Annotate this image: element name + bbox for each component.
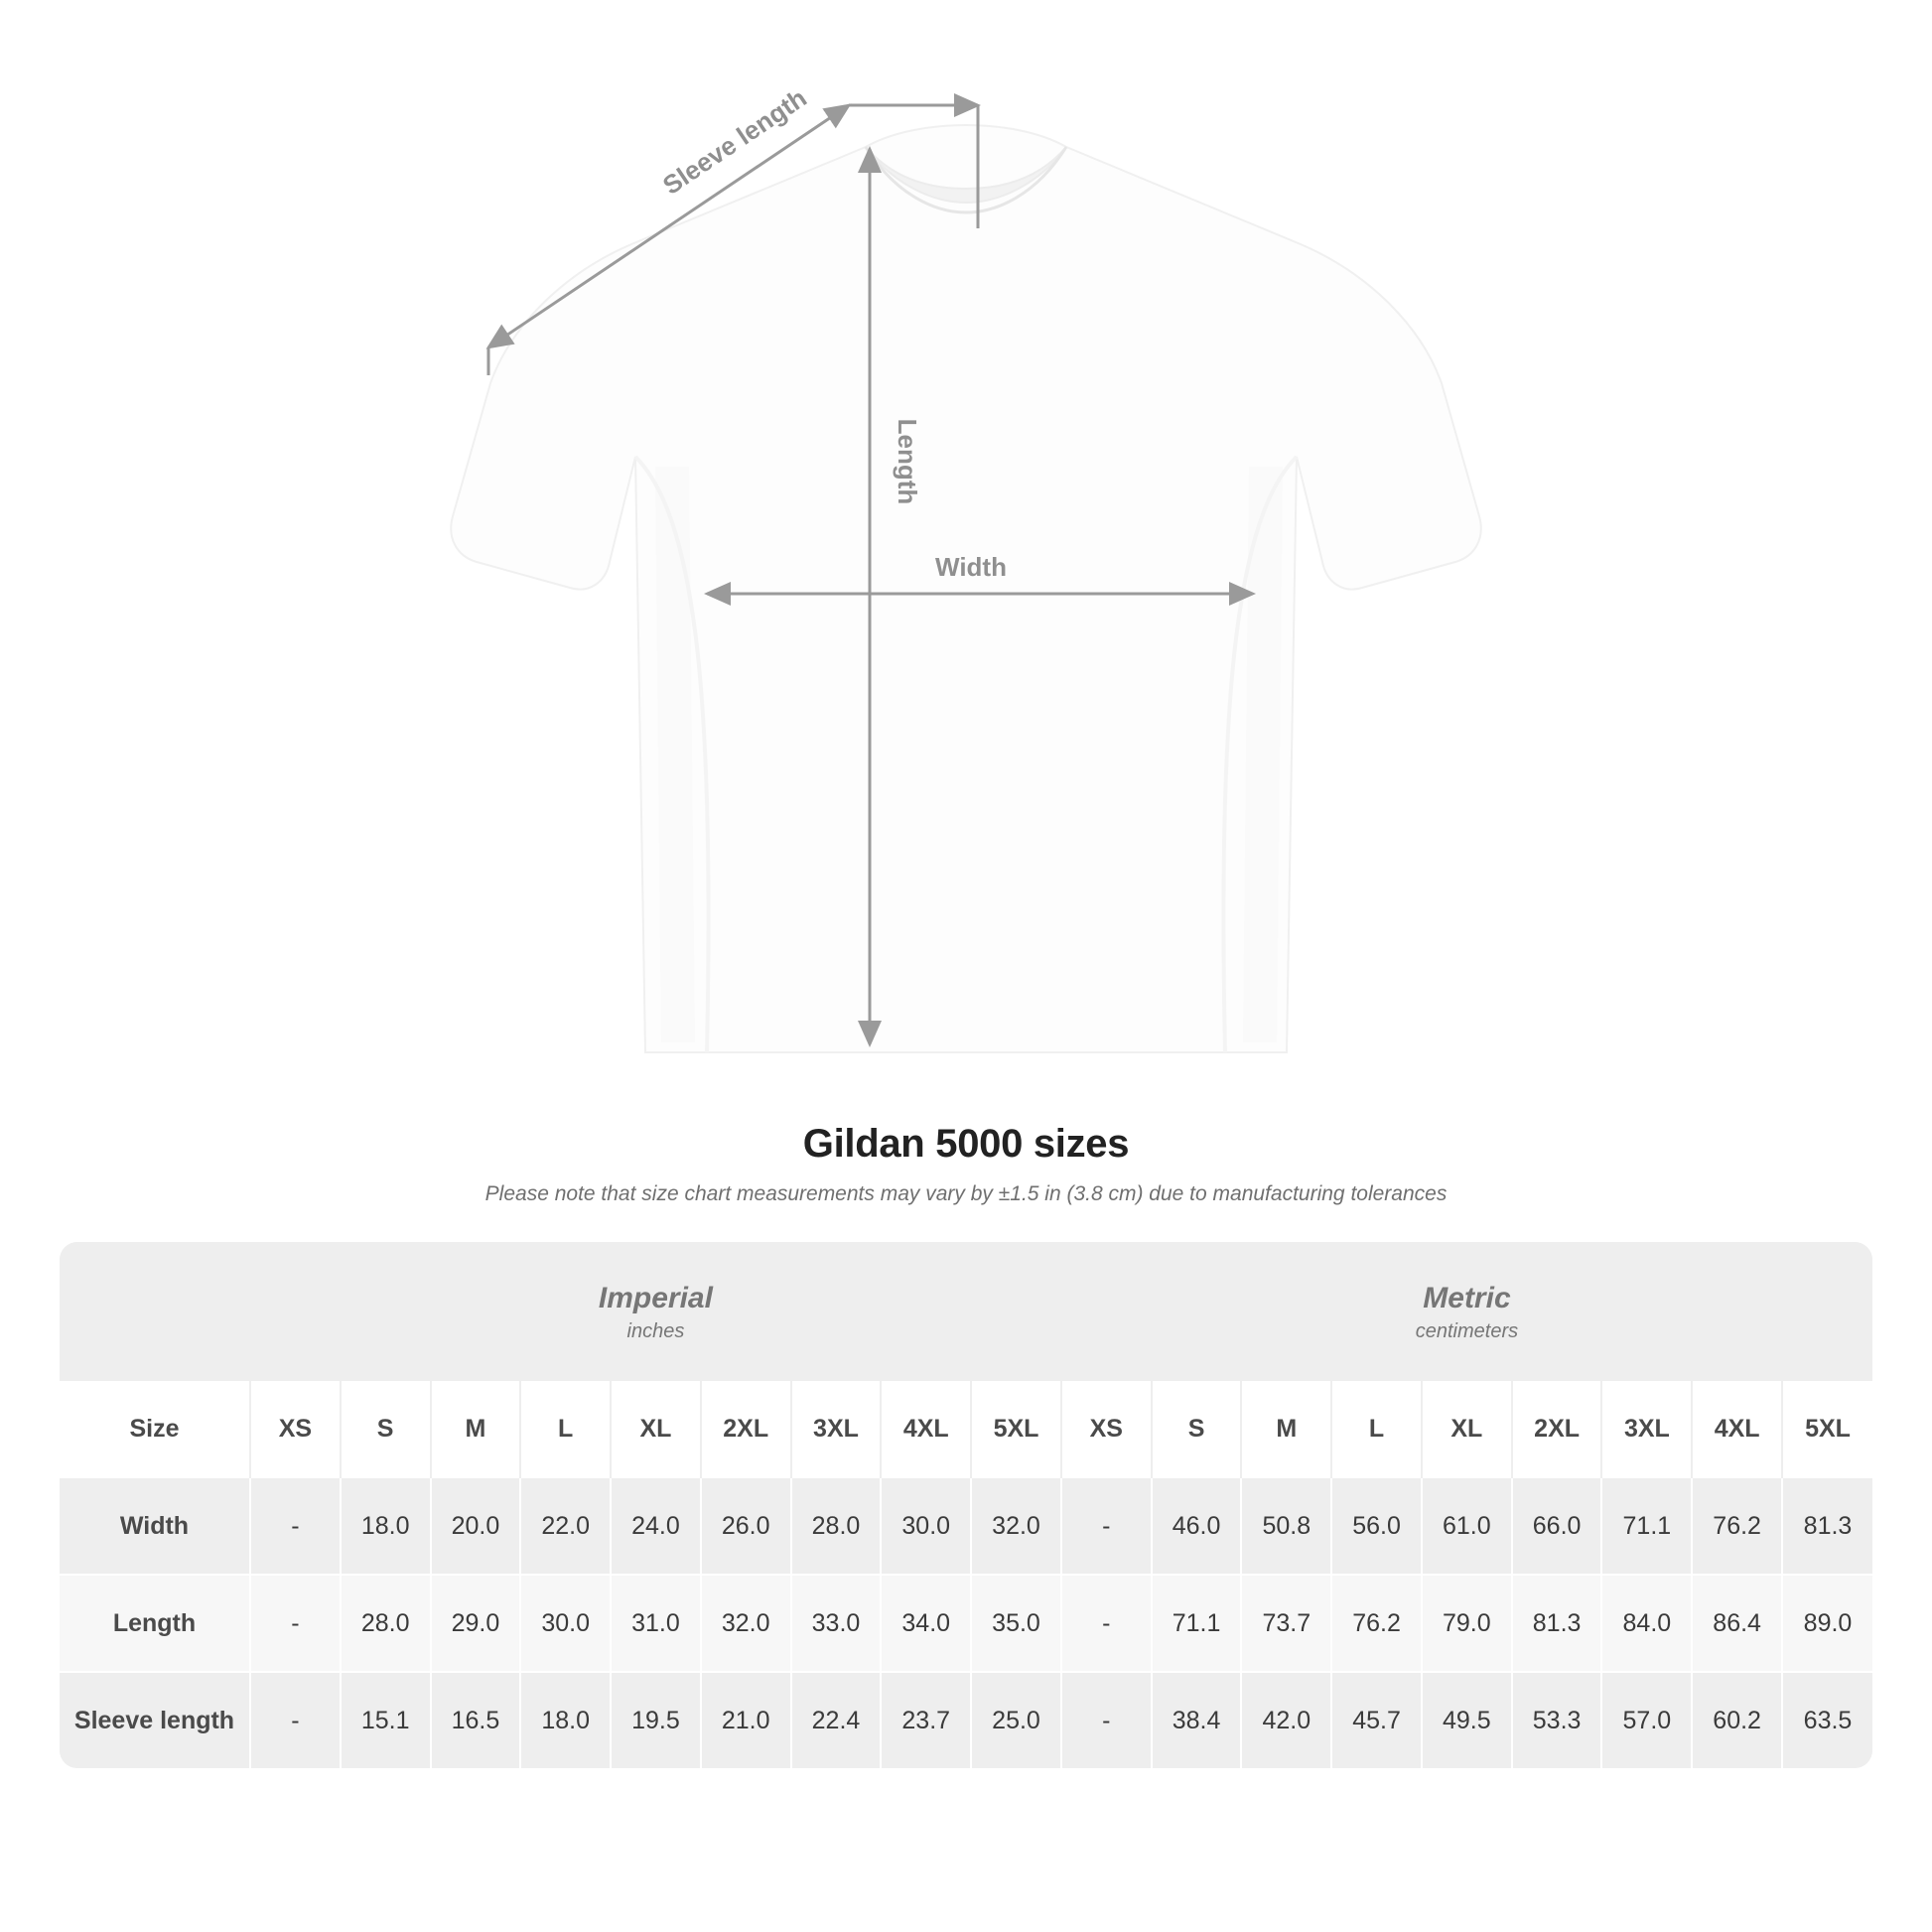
cell-width-metric-l: 56.0: [1331, 1477, 1422, 1575]
cell-length-imperial-m: 29.0: [431, 1575, 521, 1672]
unit-imperial-name: Imperial: [598, 1281, 713, 1314]
size-header-metric-m: M: [1241, 1381, 1331, 1477]
page-title: Gildan 5000 sizes: [802, 1122, 1130, 1166]
size-header-metric-2xl: 2XL: [1512, 1381, 1602, 1477]
cell-sleeve-metric-4xl: 60.2: [1692, 1672, 1782, 1768]
cell-length-imperial-4xl: 34.0: [881, 1575, 971, 1672]
cell-length-metric-l: 76.2: [1331, 1575, 1422, 1672]
size-header-imperial-s: S: [341, 1381, 431, 1477]
cell-width-imperial-l: 22.0: [520, 1477, 611, 1575]
cell-sleeve-imperial-xl: 19.5: [611, 1672, 701, 1768]
cell-sleeve-metric-l: 45.7: [1331, 1672, 1422, 1768]
tshirt-shape: [451, 125, 1480, 1052]
cell-width-imperial-xs: -: [250, 1477, 341, 1575]
cell-length-imperial-3xl: 33.0: [791, 1575, 882, 1672]
sleeve-length-label: Sleeve length: [657, 82, 812, 201]
cell-length-imperial-s: 28.0: [341, 1575, 431, 1672]
size-header-metric-s: S: [1152, 1381, 1242, 1477]
size-header-metric-xs: XS: [1061, 1381, 1152, 1477]
unit-imperial-sub: inches: [626, 1320, 685, 1343]
cell-width-metric-s: 46.0: [1152, 1477, 1242, 1575]
cell-sleeve-imperial-4xl: 23.7: [881, 1672, 971, 1768]
cell-length-metric-m: 73.7: [1241, 1575, 1331, 1672]
row-label-width: Width: [60, 1477, 250, 1575]
size-header-metric-xl: XL: [1422, 1381, 1512, 1477]
size-table: [60, 1242, 1872, 1768]
cell-length-imperial-l: 30.0: [520, 1575, 611, 1672]
size-header-imperial-xl: XL: [611, 1381, 701, 1477]
cell-sleeve-metric-2xl: 53.3: [1512, 1672, 1602, 1768]
cell-width-metric-xl: 61.0: [1422, 1477, 1512, 1575]
cell-sleeve-metric-xl: 49.5: [1422, 1672, 1512, 1768]
unit-spacer: [60, 1242, 250, 1381]
tolerance-note: Please note that size chart measurements may vary by ±1.5 in (3.8 cm) due to manufacturing tolerances: [484, 1182, 1448, 1205]
unit-imperial: [250, 1242, 1061, 1381]
cell-length-metric-3xl: 84.0: [1601, 1575, 1692, 1672]
size-header-label: Size: [60, 1381, 250, 1477]
cell-length-metric-s: 71.1: [1152, 1575, 1242, 1672]
cell-length-imperial-xl: 31.0: [611, 1575, 701, 1672]
size-header-imperial-4xl: 4XL: [881, 1381, 971, 1477]
size-header-row: [60, 1381, 1872, 1477]
cell-sleeve-metric-3xl: 57.0: [1601, 1672, 1692, 1768]
unit-metric-sub: centimeters: [1415, 1320, 1519, 1343]
cell-sleeve-imperial-5xl: 25.0: [971, 1672, 1061, 1768]
size-header-imperial-m: M: [431, 1381, 521, 1477]
cell-sleeve-metric-m: 42.0: [1241, 1672, 1331, 1768]
table-row: [60, 1672, 1872, 1768]
size-header-imperial-5xl: 5XL: [971, 1381, 1061, 1477]
row-label-sleeve-length: Sleeve length: [60, 1672, 250, 1768]
row-label-length: Length: [60, 1575, 250, 1672]
width-label: Width: [935, 552, 1007, 582]
cell-width-metric-2xl: 66.0: [1512, 1477, 1602, 1575]
cell-sleeve-imperial-2xl: 21.0: [701, 1672, 791, 1768]
length-label: Length: [893, 418, 922, 505]
cell-width-imperial-2xl: 26.0: [701, 1477, 791, 1575]
size-header-imperial-3xl: 3XL: [791, 1381, 882, 1477]
cell-length-imperial-xs: -: [250, 1575, 341, 1672]
cell-sleeve-imperial-3xl: 22.4: [791, 1672, 882, 1768]
table-row: [60, 1575, 1872, 1672]
cell-length-metric-4xl: 86.4: [1692, 1575, 1782, 1672]
cell-width-metric-3xl: 71.1: [1601, 1477, 1692, 1575]
cell-sleeve-metric-xs: -: [1061, 1672, 1152, 1768]
cell-sleeve-imperial-xs: -: [250, 1672, 341, 1768]
cell-sleeve-imperial-l: 18.0: [520, 1672, 611, 1768]
cell-width-imperial-3xl: 28.0: [791, 1477, 882, 1575]
cell-sleeve-imperial-s: 15.1: [341, 1672, 431, 1768]
size-header-imperial-xs: XS: [250, 1381, 341, 1477]
cell-width-imperial-4xl: 30.0: [881, 1477, 971, 1575]
size-header-metric-3xl: 3XL: [1601, 1381, 1692, 1477]
cell-length-metric-5xl: 89.0: [1782, 1575, 1872, 1672]
cell-width-metric-5xl: 81.3: [1782, 1477, 1872, 1575]
cell-length-imperial-5xl: 35.0: [971, 1575, 1061, 1672]
size-header-metric-4xl: 4XL: [1692, 1381, 1782, 1477]
unit-metric-name: Metric: [1423, 1281, 1511, 1314]
cell-width-metric-xs: -: [1061, 1477, 1152, 1575]
size-header-metric-l: L: [1331, 1381, 1422, 1477]
cell-width-imperial-xl: 24.0: [611, 1477, 701, 1575]
cell-sleeve-metric-5xl: 63.5: [1782, 1672, 1872, 1768]
cell-length-metric-xl: 79.0: [1422, 1575, 1512, 1672]
cell-width-imperial-5xl: 32.0: [971, 1477, 1061, 1575]
size-header-imperial-l: L: [520, 1381, 611, 1477]
cell-width-imperial-m: 20.0: [431, 1477, 521, 1575]
cell-width-metric-m: 50.8: [1241, 1477, 1331, 1575]
cell-length-imperial-2xl: 32.0: [701, 1575, 791, 1672]
cell-length-metric-xs: -: [1061, 1575, 1152, 1672]
table-row: [60, 1477, 1872, 1575]
cell-sleeve-imperial-m: 16.5: [431, 1672, 521, 1768]
size-table-container: [60, 1242, 1872, 1768]
cell-width-metric-4xl: 76.2: [1692, 1477, 1782, 1575]
unit-metric: [1061, 1242, 1872, 1381]
cell-length-metric-2xl: 81.3: [1512, 1575, 1602, 1672]
unit-header-row: [60, 1242, 1872, 1381]
title-block: [0, 1122, 1932, 1206]
cell-width-imperial-s: 18.0: [341, 1477, 431, 1575]
size-header-metric-5xl: 5XL: [1782, 1381, 1872, 1477]
size-header-imperial-2xl: 2XL: [701, 1381, 791, 1477]
cell-sleeve-metric-s: 38.4: [1152, 1672, 1242, 1768]
